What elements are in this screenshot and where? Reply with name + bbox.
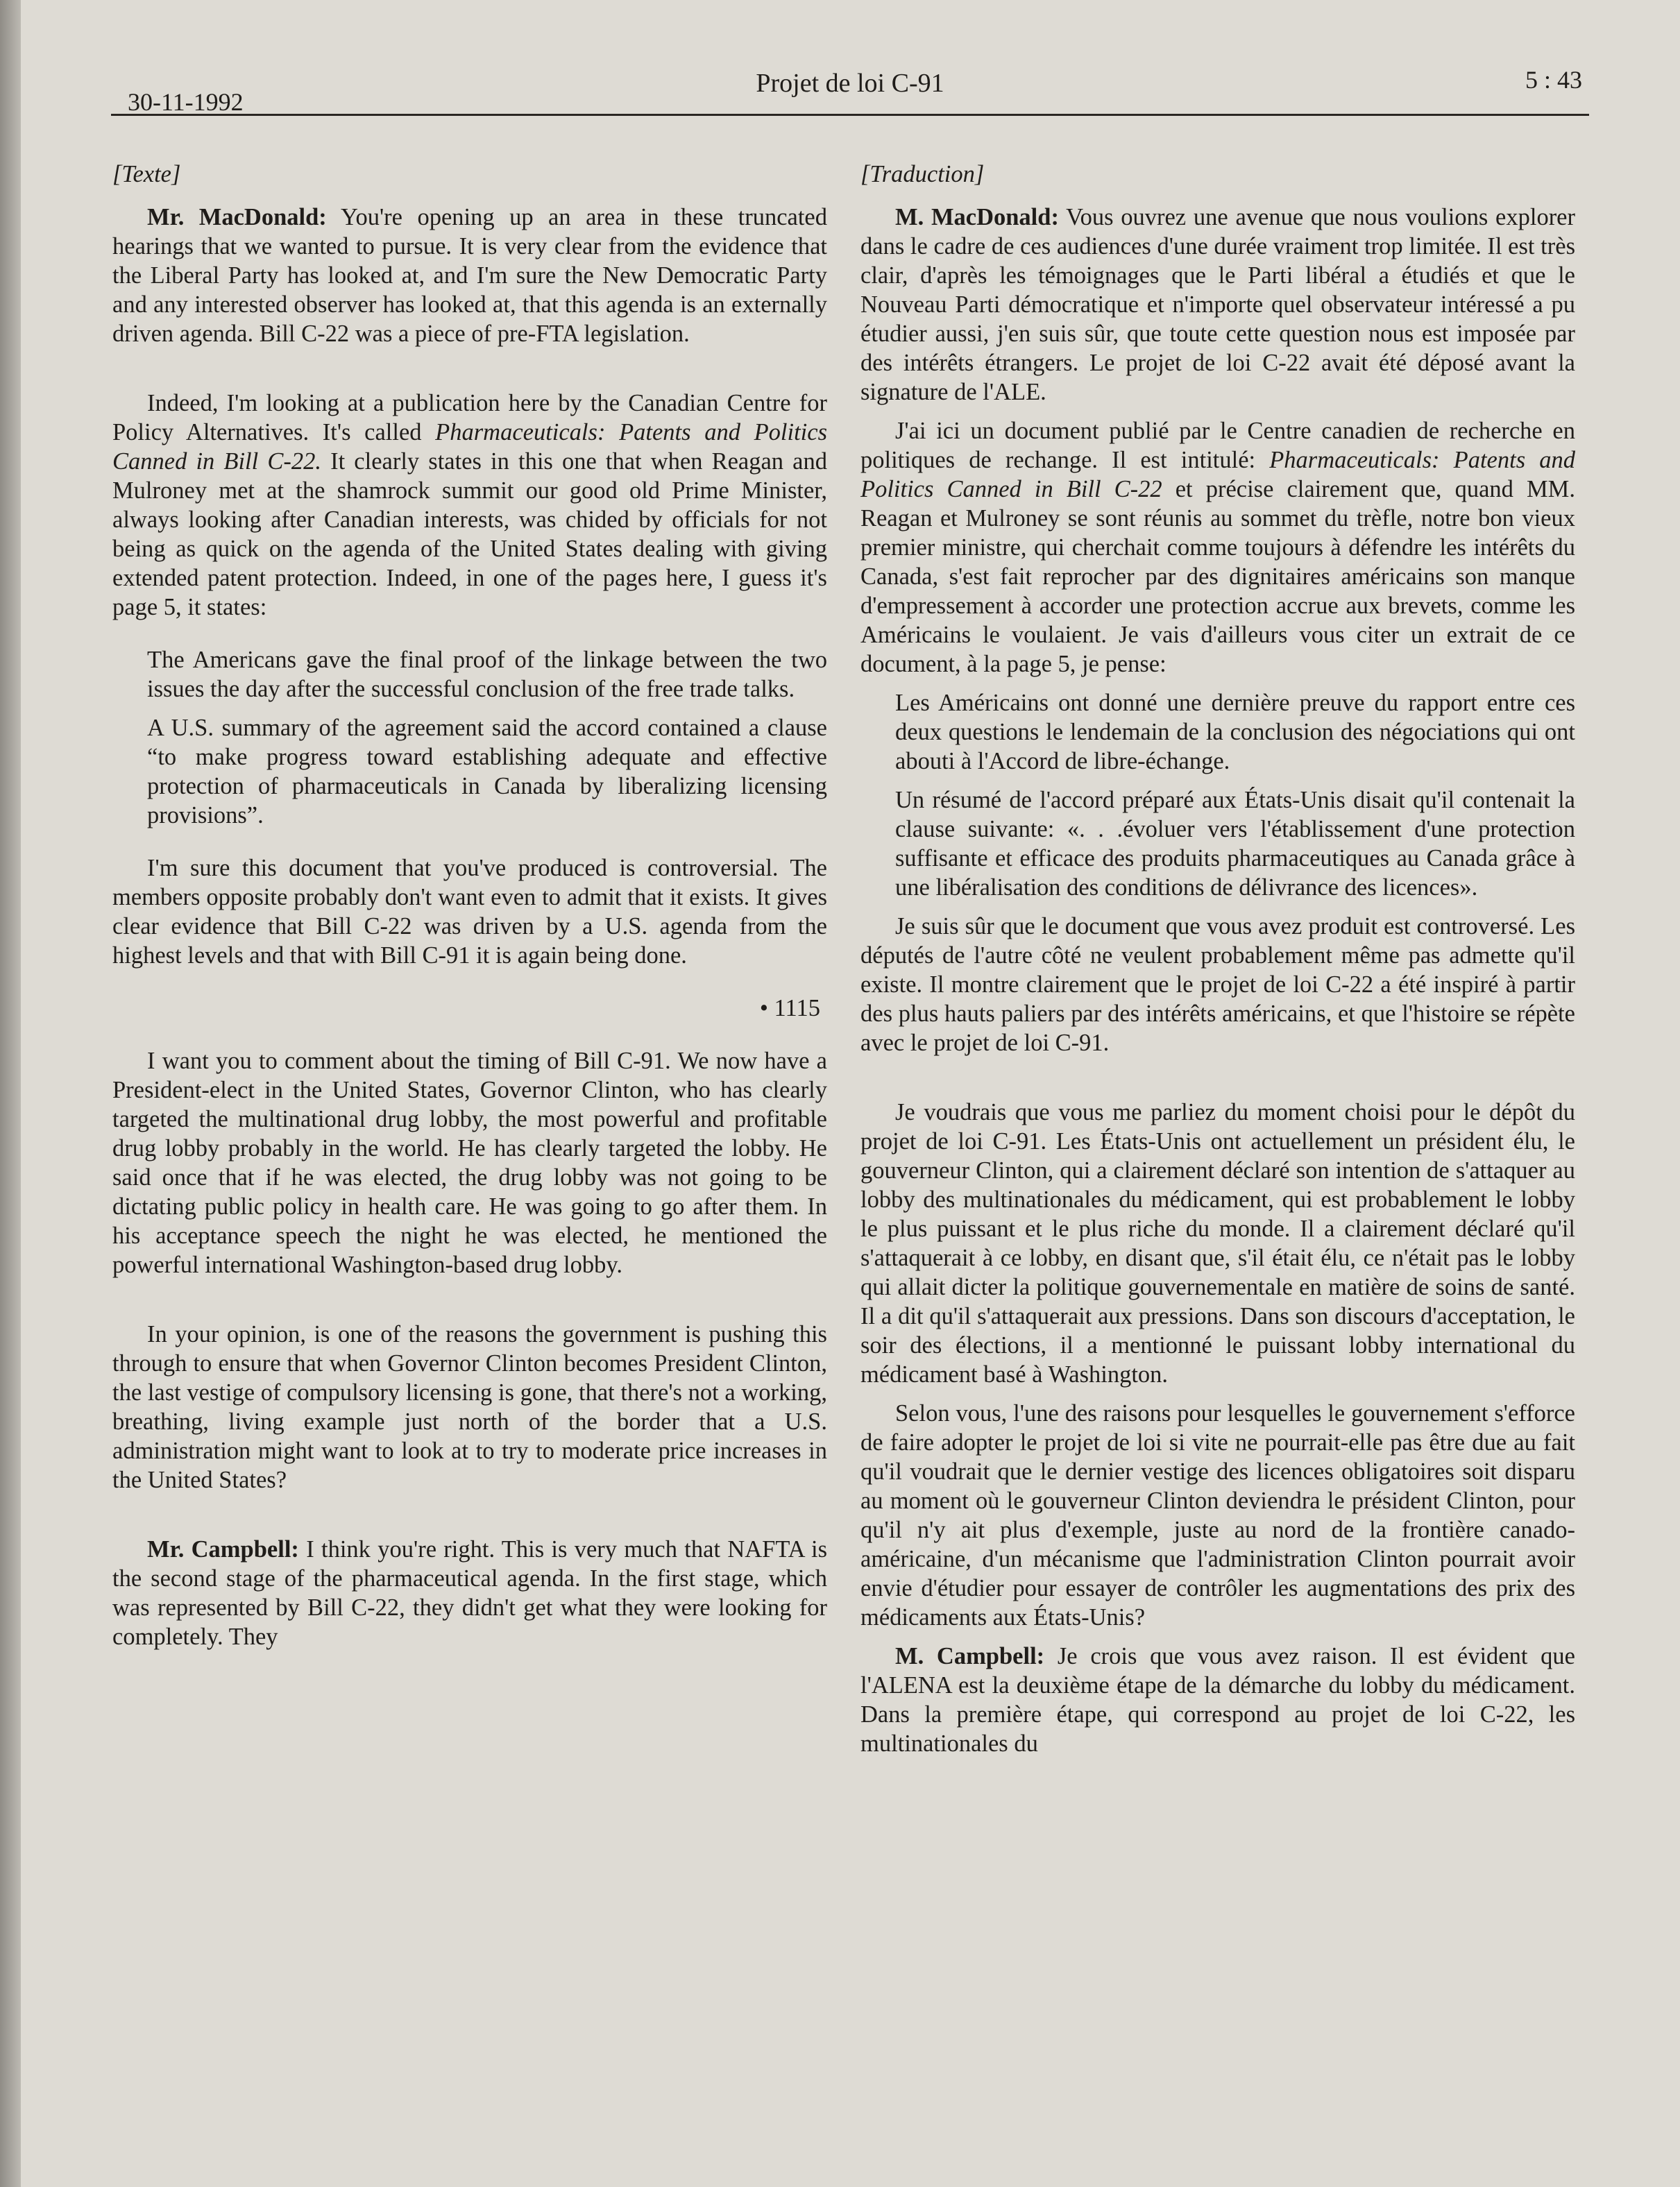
binding-spine: [0, 0, 21, 2187]
paragraph: Selon vous, l'une des raisons pour lesquelles le gouvernement s'efforce de faire adopter le projet de loi si vite ne pourrait-elle pas être due au fait qu'il voudrait que le dernier vestige des licences obligatoires soit disparu au moment où le gouverneur Clinton deviendra le président Clinton, pour qu'il n'y ait plus d'exemple, juste au nord de la frontière canado-américaine, d'un mécanisme que l'administration Clinton pourrait avoir envie d'étudier pour essayer de contrôler les augmentations des prix des médicaments aux États-Unis?: [860, 1400, 1575, 1631]
block-quote: Un résumé de l'accord préparé aux États-Unis disait qu'il contenait la clause suivante: «. . .évoluer vers l'établissement d'une protection suffisante et efficace des produits pharmaceutiques au Canada grâce à une libéralisation des conditions de délivrance des licences».: [895, 787, 1575, 901]
english-column: [112, 160, 827, 1651]
paragraph: [112, 1535, 827, 1651]
paragraph: In your opinion, is one of the reasons the government is pushing this through to ensure that when Governor Clinton becomes President Clinton, the last vestige of compulsory licensing is gone, that there's not a working, breathing, living example just north of the border that a U.S. administration might want to look at to try to moderate price increases in the United States?: [112, 1321, 827, 1493]
paragraph: I want you to comment about the timing of Bill C-91. We now have a President-elect in the United States, Governor Clinton, who has clearly targeted the multinational drug lobby, the most powerful and profitable drug lobby probably in the world. He has clearly targeted the lobby. He said once that if he was elected, the drug lobby was not going to be dictating public policy in health care. He was going to go after them. In his acceptance speech the night he was elected, he mentioned the powerful international Washington-based drug lobby.: [112, 1048, 827, 1278]
block-quote: Les Américains ont donné une dernière preuve du rapport entre ces deux questions le lendemain de la conclusion des négociations qui ont abouti à l'Accord de libre-échange.: [895, 690, 1575, 774]
paragraph: [860, 1642, 1575, 1758]
publication-title: Pharmaceuticals: Patents and Politics Canned in Bill C-22: [860, 447, 1575, 502]
time-marker: • 1115: [759, 995, 820, 1021]
header-title: Projet de loi C-91: [756, 69, 944, 98]
page-header: [111, 61, 1589, 117]
header-date: 30-11-1992: [128, 88, 244, 116]
language-label: [Traduction]: [860, 161, 985, 187]
paragraph-text: Je crois que vous avez raison. Il est évident que l'ALENA est la deuxième étape de la démarche du lobby du médicament. Dans la première étape, qui correspond au projet de loi C-22, les multinationales du: [860, 1643, 1575, 1757]
paragraph-text: Vous ouvrez une avenue que nous voulions explorer dans le cadre de ces audiences d'une durée vraiment trop limitée. Il est très clair, d'après les témoignages que le Parti libéral a étudiés et que le Nouveau Parti démocratique et n'importe quel observateur intéressé a pu étudier aussi, j'en suis sûr, que toute cette question nous est imposée par des intérêts étrangers. Le projet de loi C-22 avait été déposé avant la signature de l'ALE.: [860, 204, 1575, 405]
paragraph: [112, 203, 827, 348]
paragraph-text: J'ai ici un document publié par le Centre canadien de recherche en politiques de rechange. Il est intitulé:: [860, 418, 1575, 473]
paragraph: [112, 389, 827, 622]
paragraph: [860, 416, 1575, 679]
speaker-name: Mr. Campbell:: [147, 1536, 299, 1563]
block-quote: The Americans gave the final proof of the linkage between the two issues the day after the successful conclusion of the free trade talks.: [147, 647, 827, 702]
paragraph-text: Indeed, I'm looking at a publication here by the Canadian Centre for Policy Alternatives. It's called: [112, 390, 827, 445]
french-column: [860, 160, 1575, 1758]
paragraph-text: I think you're right. This is very much that NAFTA is the second stage of the pharmaceutical agenda. In the first stage, which was represented by Bill C-22, they didn't get what they were looking for completely. They: [112, 1536, 828, 1650]
paragraph-text: It clearly states in this one that when Reagan and Mulroney met at the shamrock summit our good old Prime Minister, always looking after Canadian interests, was chided by officials for not being as quick on the agenda of the United States dealing with giving extended patent protection. Indeed, in one of the pages here, I guess it's page 5, it states:: [112, 448, 827, 620]
paragraph-text: et précise clairement que, quand MM. Reagan et Mulroney se sont réunis au sommet du trèfle, notre bon vieux premier ministre, qui cherchait comme toujours à défendre les intérêts du Canada, s'est fait reprocher par des dignitaires américains son manque d'empressement à accorder une protection accrue aux brevets, comme les Américains le voulaient. Je vais d'ailleurs vous citer un extrait de ce document, à la page 5, je pense:: [860, 476, 1575, 677]
publication-title: Pharmaceuticals: Patents and Politics Canned in Bill C-22.: [112, 419, 827, 475]
header-rule: [111, 114, 1589, 116]
paragraph: I'm sure this document that you've produced is controversial. The members opposite probably don't want even to admit that it exists. It gives clear evidence that Bill C-22 was driven by a U.S. agenda from the highest levels and that with Bill C-91 it is again being done.: [112, 855, 827, 969]
paragraph: Je suis sûr que le document que vous avez produit est controversé. Les députés de l'autre côté ne veulent probablement même pas admette qu'il existe. Il montre clairement que le projet de loi C-22 a été inspiré à partir des plus hauts paliers par des intérêts américains, et que l'histoire se répète avec le projet de loi C-91.: [860, 913, 1575, 1056]
header-page-number: 5 : 43: [1525, 66, 1582, 94]
speaker-name: M. Campbell:: [895, 1643, 1045, 1669]
language-label: [Texte]: [112, 161, 181, 187]
speaker-name: Mr. MacDonald:: [147, 204, 327, 230]
block-quote: A U.S. summary of the agreement said the accord contained a clause “to make progress toward establishing adequate and effective protection of pharmaceuticals in Canada by liberalizing licensing provisions”.: [147, 715, 827, 828]
paragraph: [860, 203, 1575, 407]
paragraph: Je voudrais que vous me parliez du moment choisi pour le dépôt du projet de loi C-91. Les États-Unis ont actuellement un président élu, le gouverneur Clinton, qui a clairement déclaré son intention de s'attaquer au lobby des multinationales du médicament, qui est probablement le lobby le plus puissant et le plus riche du monde. Il a clairement déclaré qu'il s'attaquerait à ce lobby, en disant que, s'il était élu, ce n'était pas le lobby qui allait dicter la politique gouvernementale en matière de soins de santé. Il a dit qu'il s'attaquerait aux pressions. Dans son discours d'acceptation, le soir des élections, il a mentionné le puissant lobby international du médicament basé à Washington.: [860, 1099, 1575, 1388]
speaker-name: M. MacDonald:: [895, 204, 1059, 230]
paragraph-text: You're opening up an area in these truncated hearings that we wanted to pursue. It is very clear from the evidence that the Liberal Party has looked at, and I'm sure the New Democratic Party and any interested observer has looked at, that this agenda is an externally driven agenda. Bill C-22 was a piece of pre-FTA legislation.: [112, 204, 827, 347]
